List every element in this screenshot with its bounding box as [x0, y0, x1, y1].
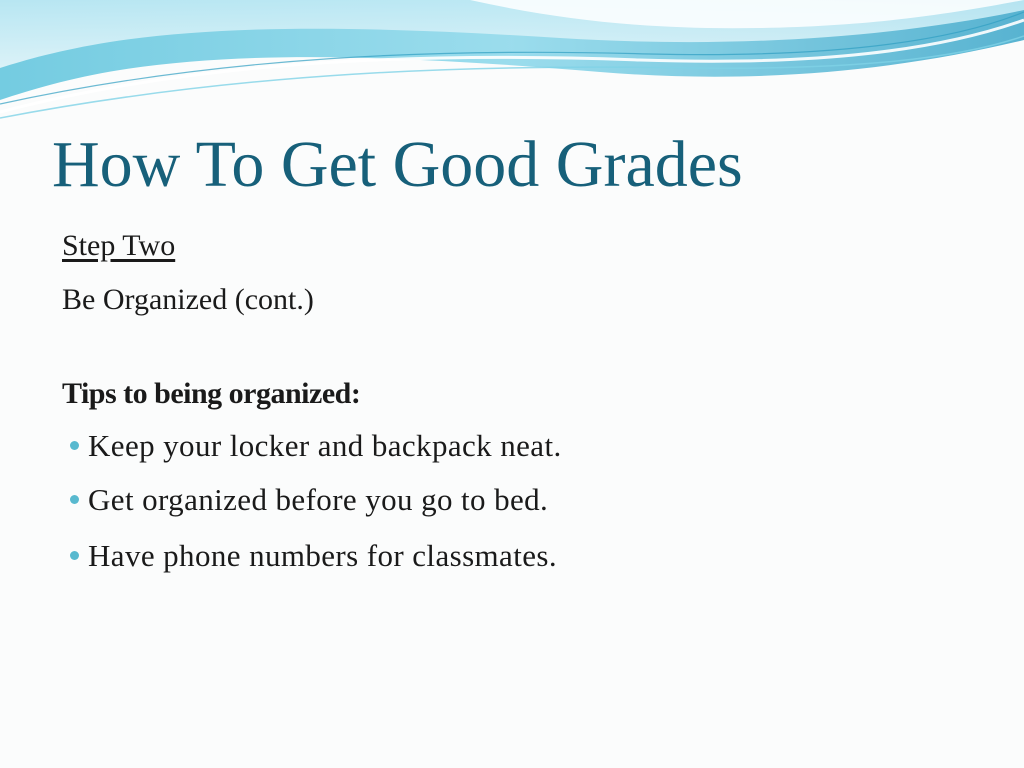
bullet-icon: [70, 495, 79, 504]
section-subtitle: Be Organized (cont.): [62, 283, 314, 316]
decorative-wave-header: [0, 0, 1024, 120]
bullet-icon: [70, 441, 79, 450]
slide-title: How To Get Good Grades: [52, 128, 743, 201]
list-item: [70, 428, 562, 482]
tips-heading: Tips to being organized:: [62, 377, 361, 410]
step-label: Step Two: [62, 229, 176, 262]
bullet-icon: [70, 551, 79, 560]
list-item-text: Keep your locker and backpack neat.: [88, 428, 562, 463]
list-item: [70, 482, 562, 536]
list-item: [70, 538, 562, 592]
list-item-text: Get organized before you go to bed.: [88, 482, 549, 517]
tips-list: [70, 428, 562, 592]
list-item-text: Have phone numbers for classmates.: [88, 538, 557, 573]
